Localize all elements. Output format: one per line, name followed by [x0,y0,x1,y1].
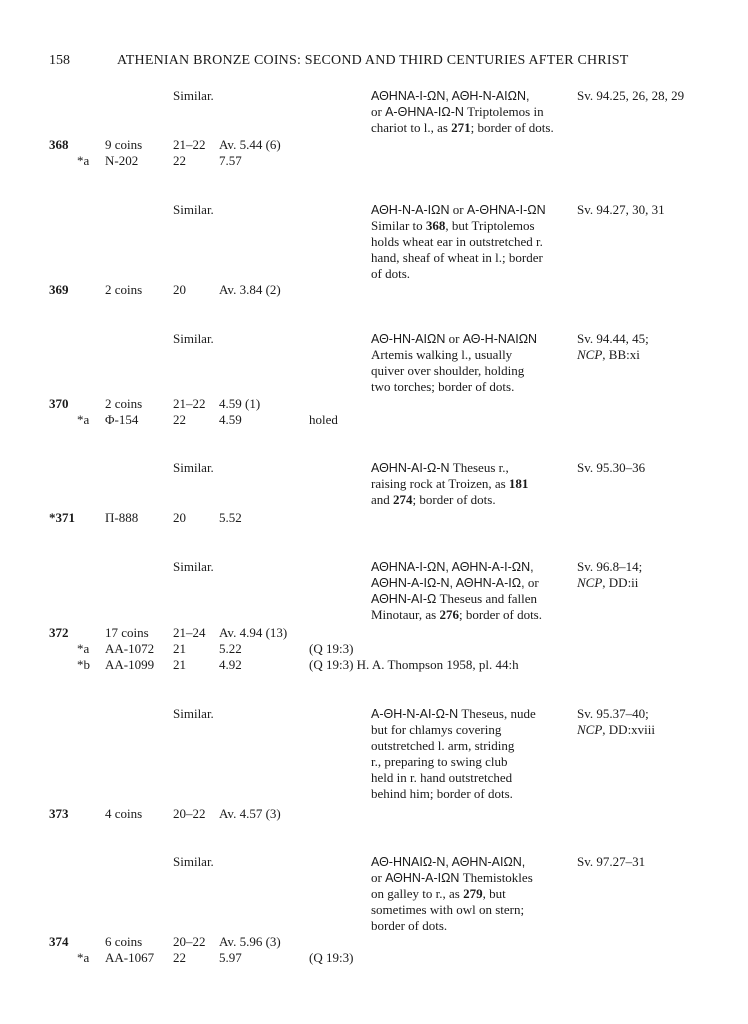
reference: Sv. 94.44, 45; NCP, BB:xi [577,331,649,362]
coin-note: holed [309,412,338,427]
sub-mark: *b [77,657,90,672]
entry-number: 374 [49,934,69,949]
obverse-text: Similar. [173,202,214,217]
inventory-id: N-202 [105,153,139,168]
obverse-text: Similar. [173,559,214,574]
reference: Sv. 94.25, 26, 28, 29 [577,88,685,103]
coin-size: 21–22 [173,137,206,152]
sub-mark: *a [77,153,90,168]
inventory-id: Φ-154 [105,412,139,427]
entry-number: 373 [49,806,69,821]
legend: Α-ΘΗΝΑ-ΙΩ-Ν [385,105,464,119]
sub-mark: *a [77,641,90,656]
coin-weight: Av. 4.57 (3) [219,806,281,821]
entry-number: *371 [49,510,75,525]
coin-weight: Av. 4.94 (13) [219,625,288,640]
inventory-id: AA-1072 [105,641,155,656]
sub-mark: *a [77,950,90,965]
coin-weight: 4.92 [219,657,242,672]
coin-weight: 5.22 [219,641,242,656]
coin-count: 9 coins [105,137,143,152]
coin-note: (Q 19:3) [309,950,354,965]
reverse-description: ΑΘ-ΗΝ-ΑΙΩΝ or ΑΘ-Η-ΝΑΙΩΝ Artemis walking l., usually quiver over shoulder, holding two torches; border of dots. [371,331,538,394]
obverse-text: Similar. [173,854,214,869]
reverse-description: ΑΘΗΝΑ-Ι-ΩΝ, ΑΘΗΝ-Α-Ι-ΩΝ, ΑΘΗΝ-Α-ΙΩ-Ν, ΑΘΗΝ-Α-ΙΩ, or ΑΘΗΝ-ΑΙ-Ω Theseus and fallen Minotaur, as 276; border of dots. [371,560,542,622]
coin-size: 22 [173,153,186,168]
entry-number: 368 [49,137,69,152]
reverse-description: ΑΘΗΝ-ΑΙ-Ω-Ν Theseus r., raising rock at Troizen, as 181 and 274; border of dots. [371,460,529,507]
entry-number: 372 [49,625,69,640]
obverse-text: Similar. [173,331,214,346]
page-number: 158 [49,53,70,68]
running-title: ATHENIAN BRONZE COINS: SECOND AND THIRD CENTURIES AFTER CHRIST [117,53,629,68]
coin-weight: Av. 3.84 (2) [219,282,281,297]
coin-weight: 4.59 (1) [219,396,261,411]
coin-size: 22 [173,950,186,965]
reverse-description: ΑΘ-ΗΝΑΙΩ-Ν, ΑΘΗΝ-ΑΙΩΝ, or ΑΘΗΝ-Α-ΙΩΝ Themistokles on galley to r., as 279, but sometimes with owl on stern; border of dots. [371,855,533,933]
coin-count: 4 coins [105,806,143,821]
obverse-text: Similar. [173,88,214,103]
reference: Sv. 94.27, 30, 31 [577,202,665,217]
coin-size: 21 [173,657,186,672]
coin-count: 17 coins [105,625,149,640]
coin-size: 21–24 [173,625,206,640]
reverse-description: ΑΘΗ-Ν-Α-ΙΩΝ or Α-ΘΗΝΑ-Ι-ΩΝ Similar to 368, but Triptolemos holds wheat ear in outstretched r. hand, sheaf of wheat in l.; border of dots. [371,202,546,281]
coin-weight: Av. 5.96 (3) [219,934,281,949]
reverse-description: Α-ΘΗ-Ν-ΑΙ-Ω-Ν Theseus, nude but for chlamys covering outstretched l. arm, striding r., preparing to swing club held in r. hand outstretched behind him; border of dots. [371,706,536,801]
inventory-id: Π-888 [105,510,139,525]
coin-size: 21–22 [173,396,206,411]
obverse-text: Similar. [173,706,214,721]
coin-weight: 7.57 [219,153,242,168]
coin-size: 22 [173,412,186,427]
reference: Sv. 96.8–14; NCP, DD:ii [577,559,643,590]
coin-count: 2 coins [105,282,143,297]
coin-weight: 5.52 [219,510,242,525]
reference: Sv. 95.30–36 [577,460,646,475]
reference: Sv. 97.27–31 [577,854,646,869]
sub-mark: *a [77,412,90,427]
coin-size: 20 [173,282,186,297]
reverse-description: ΑΘΗΝΑ-Ι-ΩΝ, ΑΘΗ-Ν-ΑΙΩΝ, or Α-ΘΗΝΑ-ΙΩ-Ν Triptolemos in chariot to l., as 271; border of dots. [371,89,554,135]
coin-size: 20–22 [173,806,206,821]
inventory-id: AA-1067 [105,950,155,965]
coin-size: 20–22 [173,934,206,949]
coin-size: 21 [173,641,186,656]
legend: ΑΘΗΝΑ-Ι-ΩΝ, ΑΘΗ-Ν-ΑΙΩΝ, [371,89,530,103]
reference: Sv. 95.37–40; NCP, DD:xviii [577,706,656,737]
coin-note: (Q 19:3) H. A. Thompson 1958, pl. 44:h [309,657,519,672]
coin-weight: 5.97 [219,950,242,965]
obverse-text: Similar. [173,460,214,475]
coin-count: 2 coins [105,396,143,411]
coin-size: 20 [173,510,186,525]
coin-weight: Av. 5.44 (6) [219,137,281,152]
entry-number: 369 [49,282,69,297]
coin-note: (Q 19:3) [309,641,354,656]
inventory-id: AA-1099 [105,657,155,672]
entry-number: 370 [49,396,69,411]
coin-weight: 4.59 [219,412,242,427]
coin-count: 6 coins [105,934,143,949]
